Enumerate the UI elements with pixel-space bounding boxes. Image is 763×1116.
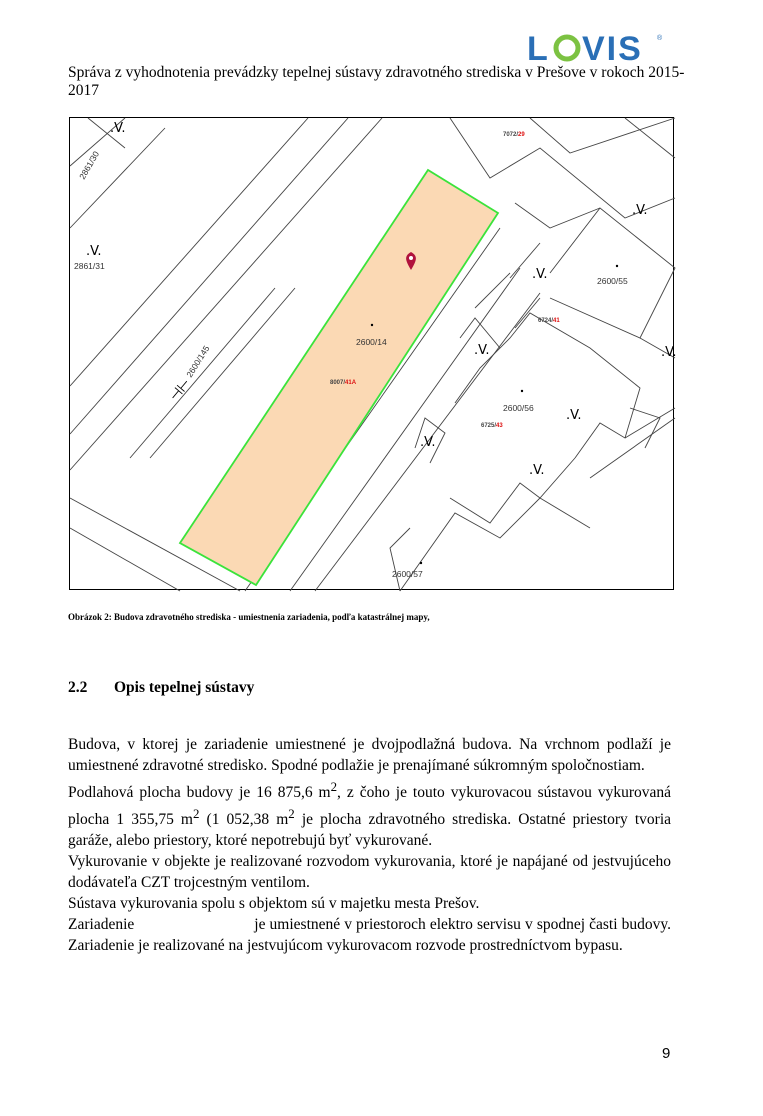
- building-label-8007: 8007/41A: [330, 380, 357, 386]
- paragraph-4: Sústava vykurovania spolu s objektom sú v majetku mesta Prešov.: [68, 895, 480, 913]
- registered-mark: ®: [657, 35, 663, 42]
- svg-text:.V.: .V.: [632, 203, 648, 218]
- svg-text:.V.: .V.: [529, 463, 545, 478]
- section-number: 2.2: [68, 679, 88, 696]
- paragraph-1: Budova, v ktorej je zariadenie umiestnené je dvojpodlažná budova. Na vrchnom podlaží je umiestnené zdravotné stredisko. Spodné podlažie je prenajímané súkromným spoločnostiam.: [68, 736, 671, 774]
- paragraph-5: Zariadenie je umiestnené v priestoroch elektro servisu v spodnej časti budovy. Zariadenie je realizované na jestvujúcom vykurovacom rozvode prostredníctvom bypasu.: [68, 916, 671, 955]
- svg-text:.V.: .V.: [110, 121, 126, 136]
- label-2600-55: 2600/55: [597, 276, 628, 286]
- building-label-7072: 7072/29: [503, 132, 525, 138]
- svg-text:.V.: .V.: [661, 345, 677, 360]
- paragraph-2: Podlahová plocha budovy je 16 875,6 $m^2$, z čoho je touto vykurovacou sústavou vykurovaná plocha 1 355,75 $m^2$ (1 052,38 $m^2$ je plocha zdravotného strediska. Ostatné priestory tvoria garáže, alebo priestory, ktoré nepotrebujú byť vykurované.: [68, 779, 672, 850]
- label-2600-56: 2600/56: [503, 403, 534, 413]
- label-2861-31: 2861/31: [74, 261, 105, 271]
- svg-text:L: L: [527, 30, 550, 68]
- label-2600-57: 2600/57: [392, 569, 423, 579]
- label-2861-30: 2861/30: [77, 149, 102, 181]
- svg-text:.V.: .V.: [86, 244, 102, 259]
- building-label-6724: 6724/41: [538, 318, 560, 324]
- lovis-logo: [525, 30, 665, 66]
- svg-text:.V.: .V.: [532, 267, 548, 282]
- page-number: 9: [662, 1045, 671, 1062]
- body-text: [68, 734, 671, 956]
- wall-symbol-icon: ⊣⊢: [166, 375, 195, 405]
- section-heading: [68, 679, 254, 697]
- building-label-6725: 6725/43: [481, 423, 503, 429]
- figure-caption: Obrázok 2: Budova zdravotného strediska - umiestnenia zariadenia, podľa katastrálnej mapy,: [68, 612, 430, 622]
- svg-text:.V.: .V.: [566, 408, 582, 423]
- paragraph-3: Vykurovanie v objekte je realizované rozvodom vykurovania, ktoré je napájané od jestvujúceho dodávateľa CZT trojcestným ventilom.: [68, 853, 671, 892]
- svg-text:VIS: VIS: [582, 30, 643, 68]
- label-2600-14: 2600/14: [356, 337, 387, 347]
- svg-text:.V.: .V.: [474, 343, 490, 358]
- svg-text:.V.: .V.: [420, 435, 436, 450]
- document-header-title: Správa z vyhodnotenia prevádzky tepelnej sústavy zdravotného strediska v Prešove v rokoch 2015-2017: [68, 64, 685, 99]
- section-title: Opis tepelnej sústavy: [114, 679, 255, 696]
- label-2600-145: 2600/145: [184, 343, 212, 380]
- cadastral-map: [69, 117, 677, 590]
